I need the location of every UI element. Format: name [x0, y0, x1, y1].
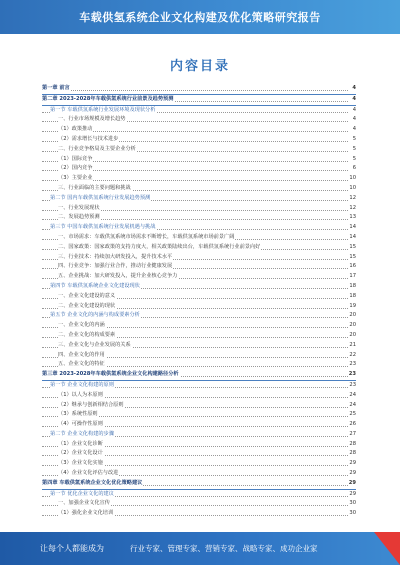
toc-entry[interactable] — [42, 410, 356, 420]
toc-entry-text: （1）国际竞争 — [58, 155, 93, 165]
toc-entry[interactable] — [42, 370, 356, 381]
toc-entry-text: 三、行业面临的主要问题和挑战 — [58, 184, 132, 194]
toc-entry-text: 第二节 国内车载供氢系统行业发展趋势预测 — [50, 194, 151, 204]
toc-entry-text: 二、发展趋势预测 — [58, 213, 101, 223]
toc-entry[interactable] — [42, 243, 356, 253]
toc-entry-text: 四、企业文化的作用 — [58, 351, 106, 361]
toc-entry-text: 五、企业挑战：加大研发投入，提升企业核心竞争力 — [58, 272, 178, 282]
toc-page-number: 15 — [348, 243, 356, 253]
toc-entry-text: （2）国内竞争 — [58, 164, 93, 174]
toc-entry-text: （4）可操作性原则 — [58, 420, 104, 430]
toc-entry-text: 第一节 车载供氢系统行业发展环境及现状分析 — [50, 106, 156, 116]
toc-page-number: 30 — [348, 499, 356, 509]
corner-accent — [374, 532, 400, 565]
toc-page-number: 4 — [352, 125, 356, 135]
toc-entry-text: 一、市场需求：车载供氢系统市场需求不断增长，车载供氢系统市场前景广阔 — [58, 233, 235, 243]
toc-entry[interactable] — [42, 135, 356, 145]
toc-entry-text: 三、行业技术：持续加大研发投入，提升技术水平 — [58, 253, 173, 263]
footer-roles: 行业专家、管理专家、营销专家、战略专家、成功企业家 — [130, 544, 318, 553]
toc-entry-text: （3）系统性原则 — [58, 410, 99, 420]
toc-entry[interactable] — [42, 490, 356, 500]
toc-entry-text: 二、行业竞争格局及主要企业分析 — [58, 145, 137, 155]
toc-entry[interactable] — [42, 213, 356, 223]
toc-page-number: 19 — [348, 302, 356, 312]
toc-page-number: 29 — [348, 469, 356, 479]
toc-page-number: 20 — [348, 311, 356, 321]
toc-entry[interactable] — [42, 262, 356, 272]
toc-page-number: 23 — [348, 381, 356, 391]
toc-page-number: 23 — [348, 360, 356, 370]
toc-page-number: 17 — [348, 272, 356, 282]
toc-page-number: 14 — [348, 223, 356, 233]
toc-page-number: 5 — [352, 155, 356, 165]
toc-entry[interactable] — [42, 430, 356, 440]
footer-bar — [0, 532, 400, 565]
toc-entry-text: 四、行业竞争：加强行业合作，推动行业健康发展 — [58, 262, 173, 272]
toc-page-number: 28 — [348, 440, 356, 450]
toc-page-number: 10 — [348, 174, 356, 184]
toc-page-number: 14 — [348, 233, 356, 243]
toc-entry-text: 第二节 企业文化构建的步骤 — [50, 430, 115, 440]
toc-entry[interactable] — [42, 145, 356, 155]
toc-entry[interactable] — [42, 115, 356, 125]
leader-dots — [42, 90, 348, 91]
toc-page-number: 5 — [352, 145, 356, 155]
toc-page-number: 4 — [351, 95, 356, 105]
toc-page-number: 28 — [348, 449, 356, 459]
toc-entry-text: （3）企业文化实施 — [58, 459, 104, 469]
toc-page-number: 15 — [348, 253, 356, 263]
toc-entry-text: 一、企业文化建设的意义 — [58, 292, 116, 302]
toc-page-number: 13 — [348, 213, 356, 223]
toc-page-number: 12 — [348, 194, 356, 204]
toc-entry[interactable] — [42, 311, 356, 321]
toc-entry-text: 一、企业文化的内涵 — [58, 321, 106, 331]
header-bar — [0, 0, 400, 34]
toc-entry[interactable] — [42, 509, 356, 519]
toc-entry[interactable] — [42, 360, 356, 370]
toc-entry[interactable] — [42, 331, 356, 341]
toc-page-number: 6 — [352, 164, 356, 174]
toc-entry[interactable] — [42, 155, 356, 165]
toc-entry-text: （2）企业文化设计 — [58, 449, 104, 459]
toc-page-number: 4 — [352, 115, 356, 125]
toc-page-number: 29 — [348, 479, 356, 489]
toc-page-number: 22 — [348, 351, 356, 361]
toc-entry-text: 第五节 企业文化的内涵与构成要素分析 — [50, 311, 141, 321]
footer-slogan: 让每个人都能成为 — [40, 544, 104, 553]
toc-entry[interactable] — [42, 204, 356, 214]
toc-entry[interactable] — [42, 341, 356, 351]
toc-page-number: 16 — [348, 262, 356, 272]
toc-entry[interactable] — [42, 233, 356, 243]
toc-page-number: 4 — [351, 84, 356, 94]
document-title: 车载供氢系统企业文化构建及优化策略研究报告 — [79, 11, 321, 24]
toc-entry[interactable] — [42, 223, 356, 233]
toc-entry-text: 一、加强企业文化宣传 — [58, 499, 111, 509]
toc-entry-text: 第三章 2023-2028年车载供氢系统企业文化构建路径分析 — [42, 370, 180, 380]
toc-entry-text: 一、行业发展现状 — [58, 204, 101, 214]
toc-heading: 内容目录 — [169, 59, 230, 74]
toc-entry-text: （2）需求增长与技术进步 — [58, 135, 119, 145]
toc-entry-text: （1）以人为本原则 — [58, 391, 104, 401]
toc-page-number: 27 — [348, 430, 356, 440]
toc-entry-text: 二、企业文化的构成要素 — [58, 331, 116, 341]
toc-page-number: 20 — [348, 331, 356, 341]
toc-entry[interactable] — [42, 302, 356, 312]
toc-entry-text: （1）企业文化诊断 — [58, 440, 104, 450]
toc-entry[interactable] — [42, 459, 356, 469]
toc-page-number: 5 — [352, 135, 356, 145]
toc-page-number: 4 — [352, 106, 356, 116]
toc-page-number: 20 — [348, 321, 356, 331]
toc-entry-text: 三、企业文化与企业发展的关系 — [58, 341, 132, 351]
toc-entry-text: （1）政策推动 — [58, 125, 93, 135]
toc-entry-text: （3）主要企业 — [58, 174, 93, 184]
toc-page-number: 10 — [348, 184, 356, 194]
toc-entry-text: 一、行业市场规模及增长趋势 — [58, 115, 126, 125]
toc-entry[interactable] — [42, 95, 356, 106]
toc-entry-text: 第四章 车载供氢系统企业文化优化策略建议 — [42, 479, 143, 489]
toc-entry-text: （1）强化企业文化培训 — [58, 509, 114, 519]
toc-entry-text: 第三节 中国车载供氢系统行业发展机遇与挑战 — [50, 223, 156, 233]
toc-entry-text: 五、企业文化的特征 — [58, 360, 106, 370]
toc-entry[interactable] — [42, 479, 356, 490]
toc-entry[interactable] — [42, 164, 356, 174]
toc-page-number: 24 — [348, 391, 356, 401]
toc-entry-text: 第二章 2023-2028年车载供氢系统行业前景及趋势预测 — [42, 95, 174, 105]
toc-entry[interactable] — [42, 321, 356, 331]
toc-entry[interactable] — [42, 292, 356, 302]
toc-entry-text: （4）企业文化评估与改进 — [58, 469, 119, 479]
toc-entry[interactable] — [42, 184, 356, 194]
toc-entry[interactable] — [42, 420, 356, 430]
toc-page-number: 25 — [348, 410, 356, 420]
toc-entry[interactable] — [42, 351, 356, 361]
toc-entry-text: 第一节 优化企业文化的建议 — [50, 490, 115, 500]
toc-entry[interactable] — [42, 194, 356, 204]
toc-entry[interactable] — [42, 391, 356, 401]
toc-entry[interactable] — [42, 125, 356, 135]
toc-page-number: 30 — [348, 509, 356, 519]
toc-entry[interactable] — [42, 401, 356, 411]
toc-entry[interactable] — [42, 174, 356, 184]
toc-entry-text: （2）继承与创新相结合原则 — [58, 401, 125, 411]
toc-entry[interactable] — [42, 449, 356, 459]
toc-entry[interactable] — [42, 84, 356, 95]
toc-page-number: 12 — [348, 204, 356, 214]
toc-entry[interactable] — [42, 381, 356, 391]
toc-page-number: 24 — [348, 401, 356, 411]
toc-page-number: 23 — [348, 370, 356, 380]
toc-entry[interactable] — [42, 469, 356, 479]
toc-page-number: 18 — [348, 282, 356, 292]
toc-entry[interactable] — [42, 106, 356, 116]
toc-entry[interactable] — [42, 440, 356, 450]
table-of-contents — [42, 84, 356, 534]
toc-entry-text: 二、国家政策：国家政策的支持力度大，相关政策陆续出台，车载供氢系统行业前景向好 — [58, 243, 261, 253]
toc-entry[interactable] — [42, 499, 356, 509]
toc-entry[interactable] — [42, 272, 356, 282]
toc-entry-text: 二、企业文化建设的现状 — [58, 302, 116, 312]
toc-entry-text: 第一节 企业文化构建的原则 — [50, 381, 115, 391]
toc-entry-text: 第四节 车载供氢系统企业文化建设现状 — [50, 282, 141, 292]
toc-page-number: 18 — [348, 292, 356, 302]
toc-page-number: 26 — [348, 420, 356, 430]
toc-page-number: 29 — [348, 490, 356, 500]
toc-entry[interactable] — [42, 282, 356, 292]
toc-entry-text: 第一章 前言 — [42, 84, 71, 94]
toc-entry[interactable] — [42, 253, 356, 263]
toc-page-number: 29 — [348, 459, 356, 469]
toc-page-number: 21 — [348, 341, 356, 351]
